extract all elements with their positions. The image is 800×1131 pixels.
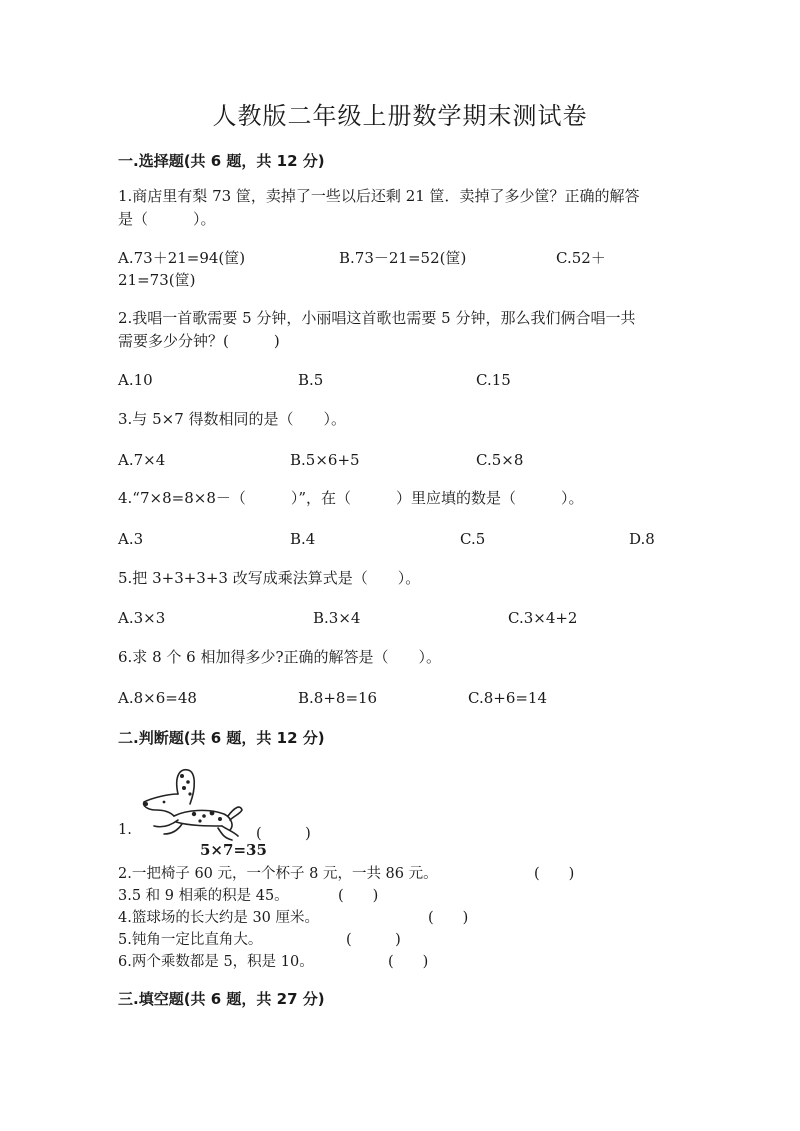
q2-option-a[interactable]: A.10 [118, 371, 153, 389]
q1-option-b[interactable]: B.73－21=52(筐) [339, 249, 467, 267]
q4-option-a[interactable]: A.3 [118, 530, 144, 548]
question-2-line2: 需要多少分钟？( ) [118, 332, 280, 350]
q3-option-b[interactable]: B.5×6+5 [290, 451, 360, 469]
q5-option-a[interactable]: A.3×3 [118, 609, 166, 627]
q3-option-c[interactable]: C.5×8 [476, 451, 524, 469]
question-4-line1: 4.“7×8=8×8－（ ）”，在（ ）里应填的数是（ ）。 [118, 489, 584, 507]
section-fill-heading: 三.填空题(共 6 题，共 27 分) [118, 990, 325, 1008]
section-choice-heading: 一.选择题(共 6 题，共 12 分) [118, 152, 325, 170]
judge-5-answer-paren[interactable]: ( ) [346, 932, 401, 948]
q2-option-c[interactable]: C.15 [476, 371, 511, 389]
judge-3-answer-paren[interactable]: ( ) [338, 888, 379, 904]
q1-option-a[interactable]: A.73＋21=94(筐) [118, 249, 246, 267]
question-6 [118, 646, 688, 669]
q4-option-d[interactable]: D.8 [629, 530, 655, 548]
question-3-line1: 3.与 5×7 得数相同的是（ ）。 [118, 410, 347, 428]
question-6-line1: 6.求 8 个 6 相加得多少?正确的解答是（ ）。 [118, 648, 442, 666]
question-1 [118, 185, 688, 231]
dog-illustration [134, 764, 267, 862]
question-2 [118, 307, 688, 353]
question-5-line1: 5.把 3+3+3+3 改写成乘法算式是（ ）。 [118, 569, 421, 587]
question-5 [118, 567, 688, 590]
judge-item-5: 5.钝角一定比直角大。 [118, 932, 263, 948]
judge-item-6: 6.两个乘数都是 5，积是 10。 [118, 954, 314, 970]
judge-4-answer-paren[interactable]: ( ) [428, 910, 469, 926]
q5-option-b[interactable]: B.3×4 [313, 609, 361, 627]
question-4 [118, 487, 688, 510]
judge-item-2: 2.一把椅子 60 元，一个杯子 8 元，一共 86 元。 [118, 866, 438, 882]
q6-option-b[interactable]: B.8+8=16 [298, 689, 378, 707]
judge-2-answer-paren[interactable]: ( ) [534, 866, 575, 882]
q1-option-c[interactable]: C.52＋ [556, 249, 606, 267]
page-title: 人教版二年级上册数学期末测试卷 [212, 102, 588, 130]
dog-caption: 5×7=35 [200, 841, 267, 859]
q6-option-c[interactable]: C.8+6=14 [468, 689, 548, 707]
q4-option-b[interactable]: B.4 [290, 530, 316, 548]
q2-option-b[interactable]: B.5 [298, 371, 324, 389]
question-2-line1: 2.我唱一首歌需要 5 分钟，小丽唱这首歌也需要 5 分钟，那么我们俩合唱一共 [118, 309, 636, 327]
q4-option-c[interactable]: C.5 [460, 530, 486, 548]
q1-option-c-wrap: 21=73(筐) [118, 271, 196, 289]
judge-item-1: 1. [118, 822, 132, 838]
question-1-line1: 1.商店里有梨 73 筐，卖掉了一些以后还剩 21 筐．卖掉了多少筐？正确的解答 [118, 187, 640, 205]
q3-option-a[interactable]: A.7×4 [118, 451, 166, 469]
section-judge-heading: 二.判断题(共 6 题，共 12 分) [118, 729, 325, 747]
judge-item-3: 3.5 和 9 相乘的积是 45。 [118, 888, 289, 904]
question-1-line2: 是（ ）。 [118, 210, 216, 228]
q6-option-a[interactable]: A.8×6=48 [118, 689, 197, 707]
question-3 [118, 408, 688, 431]
judge-item-4: 4.篮球场的长大约是 30 厘米。 [118, 910, 320, 926]
q5-option-c[interactable]: C.3×4+2 [508, 609, 578, 627]
judge-1-answer-paren[interactable]: ( ) [256, 826, 311, 842]
judge-6-answer-paren[interactable]: ( ) [388, 954, 429, 970]
